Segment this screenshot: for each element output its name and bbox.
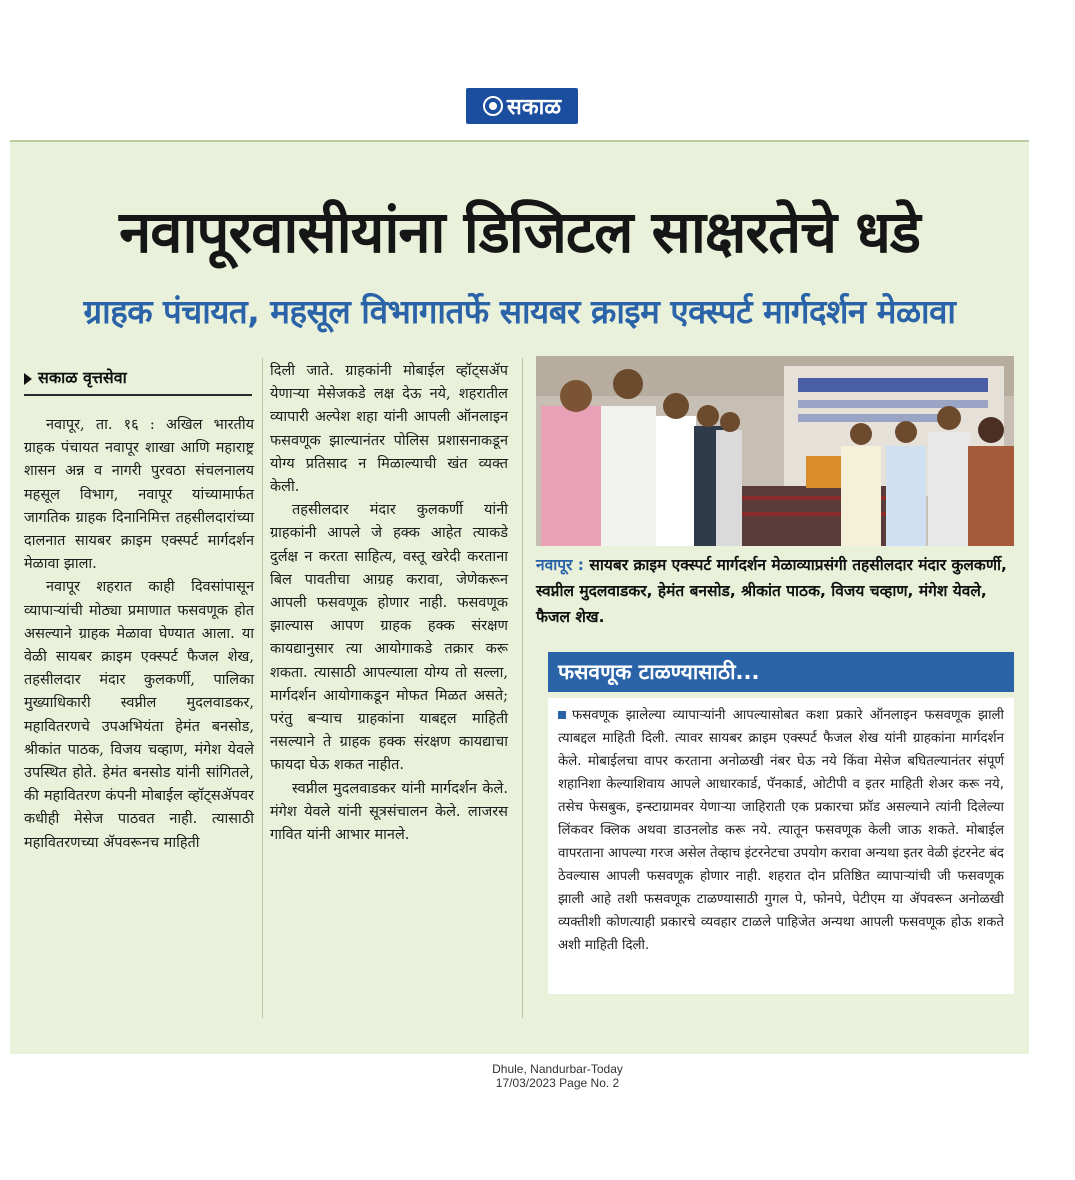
headline: नवापूरवासीयांना डिजिटल साक्षरतेचे धडे	[119, 198, 920, 266]
paragraph: स्वप्नील मुदलवाडकर यांनी मार्गदर्शन केले. मंगेश येवले यांनी सूत्रसंचालन केले. लाजरस गावित यांनी आभार मानले.	[270, 780, 508, 844]
paragraph: दिली जाते. ग्राहकांनी मोबाईल व्हॉट्सॲप येणाऱ्या मेसेजकडे लक्ष देऊ नये, शहरातील व्यापारी अल्पेश शहा यांनी आपली ऑनलाइन फसवणूक झाल्यानंतर पोलिस प्रशासनाकडून योग्य प्रतिसाद न मिळाल्याची खंत व्यक्त केली.	[270, 363, 508, 496]
sakal-logo	[466, 88, 578, 124]
bullet-square-icon	[558, 711, 566, 719]
article-column-1	[24, 414, 254, 855]
footer	[0, 1062, 1075, 1090]
logo-text: सकाळ	[506, 95, 562, 120]
paragraph: तहसीलदार मंदार कुलकर्णी यांनी ग्राहकांनी आपले जे हक्क आहेत त्याकडे दुर्लक्ष न करता साहित्य, वस्तू खरेदी करताना बिल पावतीचा आग्रह करावा, जेणेकरून आपली फसवणूक होणार नाही. फसवणूक झाल्यास आपण ग्राहक हक्क संरक्षण कायद्यानुसार त्या आयोगाकडे तक्रार करू शकता. त्यासाठी आपल्याला योग्य तो सल्ला, मार्गदर्शन आयोगाकडून मोफत मिळत असते; परंतु बऱ्याच ग्राहकांना याबद्दल माहिती नसल्याने ते ग्राहक हक्क संरक्षण कायद्याचा फायदा घेऊ शकत नाहीत.	[270, 502, 508, 774]
article-column-2	[270, 360, 508, 847]
subheadline: ग्राहक पंचायत, महसूल विभागातर्फे सायबर क्राइम एक्स्पर्ट मार्गदर्शन मेळावा	[83, 292, 956, 331]
caption-place: नवापूर :	[536, 556, 584, 574]
column-divider	[262, 358, 263, 1018]
box-title: फसवणूक टाळण्यासाठी...	[548, 652, 1014, 692]
edition-label: Dhule, Nandurbar-Today	[492, 1062, 623, 1076]
column-divider	[522, 358, 523, 1018]
caption-text: सायबर क्राइम एक्स्पर्ट मार्गदर्शन मेळाव्याप्रसंगी तहसीलदार मंदार कुलकर्णी, स्वप्नील मुदलवाडकर, हेमंत बनसोड, श्रीकांत पाठक, विजय चव्हाण, मंगेश येवले, फैजल शेख.	[536, 556, 1007, 626]
date-page-label: 17/03/2023 Page No. 2	[495, 1076, 620, 1090]
byline	[24, 366, 252, 396]
sakal-emblem-icon	[483, 96, 503, 116]
byline-arrow-icon	[24, 373, 32, 385]
newspaper-clipping	[10, 140, 1029, 1054]
paragraph: नवापूर शहरात काही दिवसांपासून व्यापाऱ्यांची मोठ्या प्रमाणात फसवणूक होत असल्याने ग्राहक मेळावा घेण्यात आला. या वेळी सायबर क्राइम एक्स्पर्ट फैजल शेख, तहसीलदार मंदार कुलकर्णी, पालिका मुख्याधिकारी स्वप्नील मुदलवाडकर, महावितरणचे उपअभियंता हेमंत बनसोड, श्रीकांत पाठक, विजय चव्हाण, मंगेश येवले उपस्थित होते. हेमंत बनसोड यांनी सांगितले, की महावितरण कंपनी मोबाईल व्हॉट्सॲपवर कधीही मेसेज पाठवत नाही. त्यासाठी महावितरणच्या ॲपवरूनच माहिती	[24, 579, 254, 851]
byline-text: सकाळ वृत्तसेवा	[38, 368, 127, 387]
photo-caption	[536, 552, 1014, 630]
event-photo	[536, 356, 1014, 546]
paragraph: नवापूर, ता. १६ : अखिल भारतीय ग्राहक पंचायत नवापूर शाखा आणि महाराष्ट्र शासन अन्न व नागरी पुरवठा संचलनालय महसूल विभाग, नवापूर यांच्यामार्फत जागतिक ग्राहक दिनानिमित्त तहसीलदारांच्या दालनात सायबर क्राइम एक्स्पर्ट मार्गदर्शन मेळावा झाला.	[24, 417, 254, 573]
box-text: फसवणूक झालेल्या व्यापाऱ्यांनी आपल्यासोबत कशा प्रकारे ऑनलाइन फसवणूक झाली त्याबद्दल माहिती दिली. त्यावर सायबर क्राइम एक्स्पर्ट फैजल शेख यांनी ग्राहकांना मार्गदर्शन केले. मोबाईलचा वापर करताना अनोळखी नंबर घेऊ नये किंवा मेसेज बघितल्यानंतर संपूर्ण शहानिशा केल्याशिवाय आपले आधारकार्ड, पॅनकार्ड, ओटीपी व इतर माहिती शेअर करू नये, तसेच फेसबुक, इन्स्टाग्रामवर येणाऱ्या जाहिराती एक प्रकारचा फ्रॉड असल्याने त्यांनी दिलेल्या लिंकवर क्लिक अथवा डाउनलोड करू नये. त्यातून फसवणूक केली जाऊ शकते. मोबाईल वापरताना आपल्या गरज असेल तेव्हाच इंटरनेटचा उपयोग करावा अन्यथा इतर वेळी इंटरनेट बंद ठेवल्यास आपली फसवणूक होणार नाही. शहरात दोन प्रतिष्ठित व्यापाऱ्यांची जी फसवणूक झाली आहे तशी फसवणूक टाळण्यासाठी गुगल पे, फोनपे, पेटीएम या ॲपवरून अनोळखी व्यक्तीशी कोणत्याही प्रकारचे व्यवहार टाळले पाहिजेत अन्यथा आपली फसवणूक होऊ शकते अशी माहिती दिली.	[558, 708, 1004, 953]
sidebar-box	[548, 698, 1014, 994]
